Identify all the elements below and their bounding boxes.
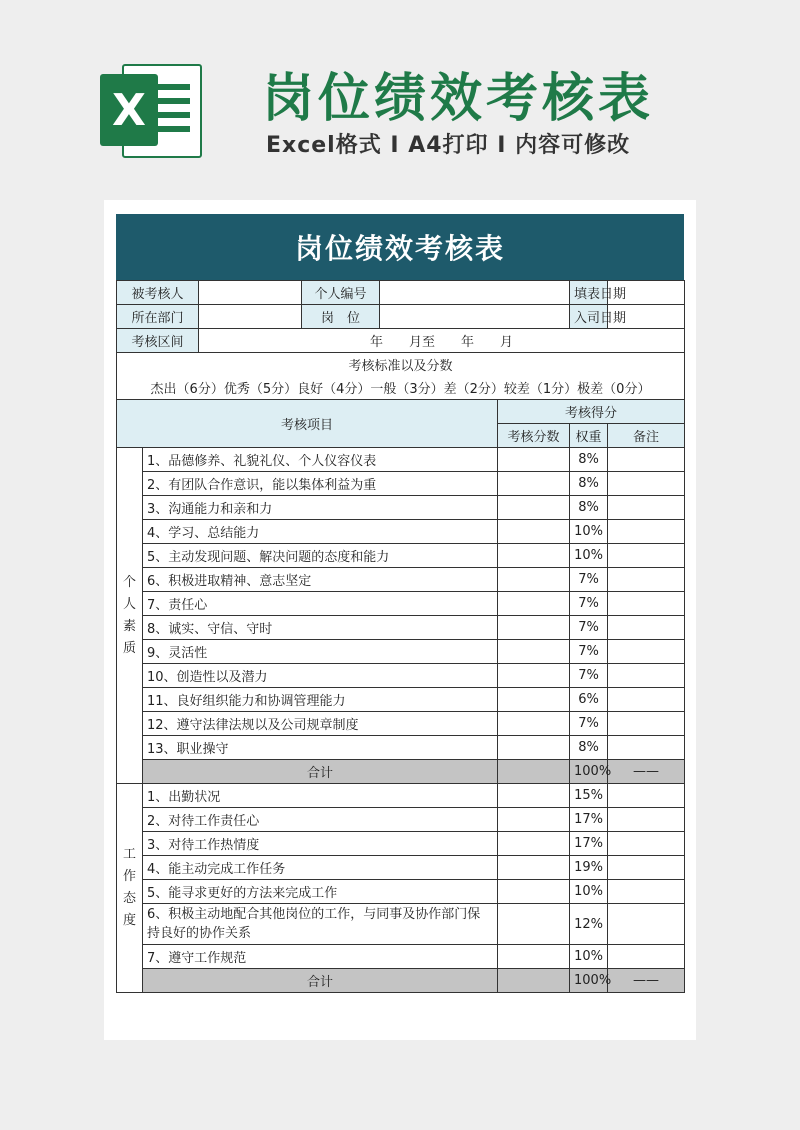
standards-title-row: [117, 353, 685, 376]
note-input[interactable]: [608, 544, 685, 568]
table-row: [117, 640, 685, 664]
total-weight: 100%: [570, 760, 608, 784]
weight-cell: 17%: [570, 832, 608, 856]
score-input[interactable]: [498, 832, 570, 856]
table-row: [117, 688, 685, 712]
weight-cell: 7%: [570, 640, 608, 664]
note-input[interactable]: [608, 784, 685, 808]
note-input[interactable]: [608, 496, 685, 520]
total-row: [117, 969, 685, 993]
item-text: 7、遵守工作规范: [143, 945, 498, 969]
table-row: [117, 448, 685, 472]
table-row: [117, 664, 685, 688]
label-period: 考核区间: [117, 329, 199, 353]
table-row: [117, 712, 685, 736]
table-row: [117, 832, 685, 856]
total-label: 合计: [143, 760, 498, 784]
weight-cell: 7%: [570, 592, 608, 616]
weight-cell: 7%: [570, 712, 608, 736]
note-input[interactable]: [608, 832, 685, 856]
label-entry-date: 入司日期: [570, 305, 608, 329]
col-header-score: 考核分数: [498, 424, 570, 448]
note-input[interactable]: [608, 856, 685, 880]
note-input[interactable]: [608, 568, 685, 592]
section-label: 个人素质: [117, 448, 143, 784]
item-text: 6、积极主动地配合其他岗位的工作，与同事及协作部门保持良好的协作关系: [143, 904, 498, 945]
weight-cell: 8%: [570, 448, 608, 472]
table-row: [117, 736, 685, 760]
note-input[interactable]: [608, 904, 685, 945]
table-row: [117, 945, 685, 969]
score-input[interactable]: [498, 688, 570, 712]
note-input[interactable]: [608, 712, 685, 736]
section-label: 工作态度: [117, 784, 143, 993]
weight-cell: 7%: [570, 664, 608, 688]
total-weight: 100%: [570, 969, 608, 993]
weight-cell: 6%: [570, 688, 608, 712]
info-row: [117, 281, 685, 305]
table-row: [117, 568, 685, 592]
score-input[interactable]: [498, 592, 570, 616]
table-row: [117, 880, 685, 904]
col-header-note: 备注: [608, 424, 685, 448]
item-text: 10、创造性以及潜力: [143, 664, 498, 688]
note-input[interactable]: [608, 808, 685, 832]
weight-cell: 12%: [570, 904, 608, 945]
item-text: 8、诚实、守信、守时: [143, 616, 498, 640]
score-input[interactable]: [498, 568, 570, 592]
score-input[interactable]: [498, 496, 570, 520]
score-input[interactable]: [498, 664, 570, 688]
weight-cell: 8%: [570, 472, 608, 496]
table-row: [117, 784, 685, 808]
total-score-cell: [498, 969, 570, 993]
weight-cell: 19%: [570, 856, 608, 880]
note-input[interactable]: [608, 736, 685, 760]
table-row: [117, 472, 685, 496]
appraisal-table: [116, 280, 685, 993]
item-text: 6、积极进取精神、意志坚定: [143, 568, 498, 592]
weight-cell: 8%: [570, 496, 608, 520]
total-label: 合计: [143, 969, 498, 993]
total-note: ——: [608, 969, 685, 993]
item-text: 3、对待工作热情度: [143, 832, 498, 856]
weight-cell: 15%: [570, 784, 608, 808]
table-row: [117, 856, 685, 880]
label-emp-no: 个人编号: [302, 281, 380, 305]
item-text: 12、遵守法律法规以及公司规章制度: [143, 712, 498, 736]
label-reviewee: 被考核人: [117, 281, 199, 305]
item-text: 13、职业操守: [143, 736, 498, 760]
total-score-cell: [498, 760, 570, 784]
col-header-score-group: 考核得分: [498, 400, 685, 424]
table-row: [117, 520, 685, 544]
excel-icon: [100, 62, 200, 158]
score-input[interactable]: [498, 640, 570, 664]
weight-cell: 17%: [570, 808, 608, 832]
table-row: [117, 616, 685, 640]
page-subtitle: Excel格式 I A4打印 I 内容可修改: [266, 133, 631, 158]
note-input[interactable]: [608, 592, 685, 616]
note-input[interactable]: [608, 664, 685, 688]
label-fill-date: 填表日期: [570, 281, 608, 305]
weight-cell: 10%: [570, 544, 608, 568]
item-text: 3、沟通能力和亲和力: [143, 496, 498, 520]
label-dept: 所在部门: [117, 305, 199, 329]
note-input[interactable]: [608, 640, 685, 664]
weight-cell: 8%: [570, 736, 608, 760]
note-input[interactable]: [608, 472, 685, 496]
score-input[interactable]: [498, 808, 570, 832]
score-input[interactable]: [498, 712, 570, 736]
table-row: [117, 544, 685, 568]
item-text: 2、对待工作责任心: [143, 808, 498, 832]
item-text: 2、有团队合作意识，能以集体利益为重: [143, 472, 498, 496]
note-input[interactable]: [608, 448, 685, 472]
total-note: ——: [608, 760, 685, 784]
total-row: [117, 760, 685, 784]
item-text: 7、责任心: [143, 592, 498, 616]
note-input[interactable]: [608, 520, 685, 544]
weight-cell: 10%: [570, 880, 608, 904]
table-row: [117, 592, 685, 616]
page-header: [0, 0, 800, 190]
excel-icon-letter: X: [100, 74, 158, 146]
page-title: 岗位绩效考核表: [262, 69, 655, 129]
standards-row: [117, 375, 685, 400]
item-text: 4、能主动完成工作任务: [143, 856, 498, 880]
period-input[interactable]: 年 月至 年 月: [199, 329, 685, 353]
dept-input[interactable]: [199, 305, 302, 329]
col-header-weight: 权重: [570, 424, 608, 448]
note-input[interactable]: [608, 880, 685, 904]
table-row: [117, 808, 685, 832]
emp-no-input[interactable]: [380, 281, 570, 305]
table-row: [117, 496, 685, 520]
column-header-row: [117, 400, 685, 424]
item-text: 1、品德修养、礼貌礼仪、个人仪容仪表: [143, 448, 498, 472]
label-position: 岗 位: [302, 305, 380, 329]
standards-text: 杰出（6分）优秀（5分）良好（4分）一般（3分）差（2分）较差（1分）极差（0分）: [117, 375, 685, 400]
item-text: 1、出勤状况: [143, 784, 498, 808]
appraisal-form: [116, 214, 684, 1028]
score-input[interactable]: [498, 784, 570, 808]
note-input[interactable]: [608, 945, 685, 969]
score-input[interactable]: [498, 616, 570, 640]
weight-cell: 7%: [570, 616, 608, 640]
score-input[interactable]: [498, 856, 570, 880]
weight-cell: 10%: [570, 520, 608, 544]
form-title: 岗位绩效考核表: [116, 214, 684, 280]
score-input[interactable]: [498, 945, 570, 969]
weight-cell: 10%: [570, 945, 608, 969]
score-input[interactable]: [498, 544, 570, 568]
score-input[interactable]: [498, 472, 570, 496]
weight-cell: 7%: [570, 568, 608, 592]
position-input[interactable]: [380, 305, 570, 329]
item-text: 9、灵活性: [143, 640, 498, 664]
table-row: [117, 904, 685, 945]
score-input[interactable]: [498, 880, 570, 904]
table-body: [117, 281, 685, 993]
standards-title: 考核标准以及分数: [117, 353, 685, 376]
score-input[interactable]: [498, 904, 570, 945]
item-text: 5、主动发现问题、解决问题的态度和能力: [143, 544, 498, 568]
note-input[interactable]: [608, 688, 685, 712]
info-row: [117, 305, 685, 329]
note-input[interactable]: [608, 616, 685, 640]
item-text: 4、学习、总结能力: [143, 520, 498, 544]
info-row: [117, 329, 685, 353]
score-input[interactable]: [498, 520, 570, 544]
item-text: 5、能寻求更好的方法来完成工作: [143, 880, 498, 904]
col-header-item: 考核项目: [117, 400, 498, 448]
item-text: 11、良好组织能力和协调管理能力: [143, 688, 498, 712]
score-input[interactable]: [498, 448, 570, 472]
reviewee-input[interactable]: [199, 281, 302, 305]
score-input[interactable]: [498, 736, 570, 760]
